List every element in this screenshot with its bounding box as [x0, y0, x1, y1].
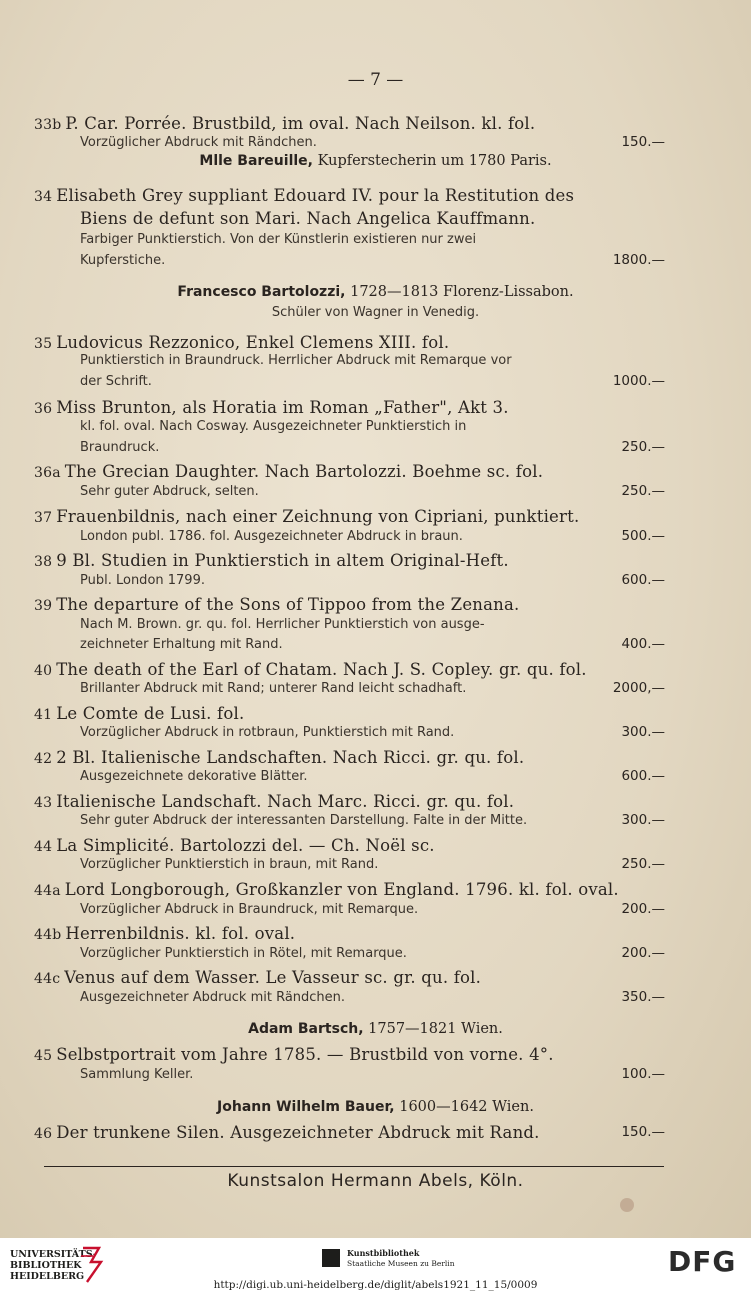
entry-description: Sammlung Keller.: [80, 1067, 194, 1082]
permalink-url[interactable]: http://digi.ub.uni-heidelberg.de/diglit/abels1921_11_15/0009: [213, 1279, 538, 1291]
entry-title: 35 Ludovicus Rezzonico, Enkel Clemens XIII. fol.: [34, 333, 450, 352]
entry-price: 250.—: [621, 483, 665, 499]
entry-description: Vorzüglicher Punktierstich in Rötel, mit Remarque.: [80, 946, 407, 961]
entry-number: 36a: [34, 465, 61, 481]
entry-title: 44a Lord Longborough, Großkanzler von England. 1796. kl. fol. oval.: [34, 880, 619, 899]
entry-description: Nach M. Brown. gr. qu. fol. Herrlicher Punktierstich von ausge-: [80, 617, 485, 632]
entry-title: 36a The Grecian Daughter. Nach Bartolozzi. Boehme sc. fol.: [34, 462, 544, 481]
entry-title: 46 Der trunkene Silen. Ausgezeichneter Abdruck mit Rand.: [34, 1123, 540, 1142]
entry-number: 43: [34, 795, 53, 811]
entry-number: 37: [34, 510, 53, 526]
artist-name: Johann Wilhelm Bauer,: [217, 1099, 395, 1115]
entry-title: 39 The departure of the Sons of Tippoo from the Zenana.: [34, 595, 520, 614]
entry-title: 41 Le Comte de Lusi. fol.: [34, 704, 245, 723]
university-line: HEIDELBERG: [10, 1271, 85, 1282]
artist-name: Adam Bartsch,: [248, 1021, 364, 1037]
entry-description: Ausgezeichneter Abdruck mit Rändchen.: [80, 990, 346, 1005]
entry-price: 350.—: [621, 989, 665, 1005]
entry-price: 150.—: [621, 134, 665, 150]
entry-price: 200.—: [621, 945, 665, 961]
entry-title: 33b P. Car. Porrée. Brustbild, im oval. Nach Neilson. kl. fol.: [34, 114, 536, 133]
entry-description: Vorzüglicher Abdruck in rotbraun, Punktierstich mit Rand.: [80, 725, 455, 740]
kb-subtitle: Staatliche Museen zu Berlin: [347, 1259, 455, 1268]
entry-price: 1000.—: [612, 373, 665, 389]
entry-number: 35: [34, 336, 53, 352]
entry-description: zeichneter Erhaltung mit Rand.: [80, 637, 283, 652]
entry-number: 33b: [34, 117, 62, 133]
kb-title: Kunstbibliothek: [347, 1248, 420, 1258]
entry-title: 44 La Simplicité. Bartolozzi del. — Ch. Noël sc.: [34, 836, 435, 855]
entry-number: 34: [34, 189, 53, 205]
entry-price: 2000,—: [612, 680, 665, 696]
entry-title: 37 Frauenbildnis, nach einer Zeichnung von Cipriani, punktiert.: [34, 507, 580, 526]
entry-price: 400.—: [621, 636, 665, 652]
entry-description: kl. fol. oval. Nach Cosway. Ausgezeichneter Punktierstich in: [80, 419, 467, 434]
entry-price: 250.—: [621, 856, 665, 872]
kunstbibliothek-label: [347, 1248, 455, 1269]
entry-number: 44b: [34, 927, 62, 943]
artist-heading: [0, 1021, 751, 1037]
entry-number: 38: [34, 554, 53, 570]
page-number: — 7 —: [347, 70, 404, 90]
artist-dates: Kupferstecherin um 1780 Paris.: [317, 153, 552, 169]
university-line: BIBLIOTHEK: [10, 1260, 82, 1271]
entry-number: 39: [34, 598, 53, 614]
entry-title: 42 2 Bl. Italienische Landschaften. Nach Ricci. gr. qu. fol.: [34, 748, 525, 767]
entry-description: Vorzüglicher Abdruck mit Rändchen.: [80, 135, 317, 150]
artist-dates: 1600—1642 Wien.: [399, 1099, 534, 1115]
entry-description: Sehr guter Abdruck der interessanten Darstellung. Falte in der Mitte.: [80, 813, 528, 828]
university-logo-icon: [79, 1244, 105, 1284]
entry-number: 40: [34, 663, 53, 679]
footer-rule: [44, 1166, 664, 1167]
entry-title: 43 Italienische Landschaft. Nach Marc. Ricci. gr. qu. fol.: [34, 792, 515, 811]
entry-title: 34 Elisabeth Grey suppliant Edouard IV. pour la Restitution des: [34, 186, 575, 205]
entry-title: 45 Selbstportrait vom Jahre 1785. — Brustbild von vorne. 4°.: [34, 1045, 554, 1064]
entry-price: 300.—: [621, 812, 665, 828]
entry-price: 600.—: [621, 572, 665, 588]
entry-title-continued: Biens de defunt son Mari. Nach Angelica Kauffmann.: [80, 209, 536, 228]
entry-number: 46: [34, 1126, 53, 1142]
artist-dates: 1728—1813 Florenz-Lissabon.: [350, 284, 574, 300]
artist-dates: 1757—1821 Wien.: [368, 1021, 503, 1037]
entry-description: Braundruck.: [80, 440, 160, 455]
entry-description: London publ. 1786. fol. Ausgezeichneter Abdruck in braun.: [80, 529, 463, 544]
artist-name: Francesco Bartolozzi,: [177, 284, 346, 300]
entry-description: Vorzüglicher Abdruck in Braundruck, mit Remarque.: [80, 902, 419, 917]
entry-number: 44c: [34, 971, 61, 987]
entry-price: 150.—: [621, 1124, 665, 1140]
entry-description: Punktierstich in Braundruck. Herrlicher Abdruck mit Remarque vor: [80, 353, 512, 368]
entry-price: 500.—: [621, 528, 665, 544]
entry-description: Vorzüglicher Punktierstich in braun, mit Rand.: [80, 857, 379, 872]
publisher-footer: Kunstsalon Hermann Abels, Köln.: [227, 1171, 524, 1191]
entry-description: Farbiger Punktierstich. Von der Künstlerin existieren nur zwei: [80, 232, 477, 247]
entry-number: 36: [34, 401, 53, 417]
entry-price: 200.—: [621, 901, 665, 917]
entry-title: 44b Herrenbildnis. kl. fol. oval.: [34, 924, 296, 943]
entry-price: 100.—: [621, 1066, 665, 1082]
entry-title: 38 9 Bl. Studien in Punktierstich in altem Original-Heft.: [34, 551, 509, 570]
entry-number: 44a: [34, 883, 61, 899]
entry-price: 600.—: [621, 768, 665, 784]
dfg-logo: DFG: [668, 1245, 737, 1278]
entry-number: 45: [34, 1048, 53, 1064]
artist-heading: [0, 284, 751, 300]
entry-price: 250.—: [621, 439, 665, 455]
kunstbibliothek-logo-icon: [322, 1249, 340, 1267]
entry-description: Publ. London 1799.: [80, 573, 205, 588]
entry-description: Brillanter Abdruck mit Rand; unterer Rand leicht schadhaft.: [80, 681, 467, 696]
artist-note: Schüler von Wagner in Venedig.: [271, 305, 480, 320]
entry-number: 44: [34, 839, 53, 855]
entry-description: Ausgezeichnete dekorative Blätter.: [80, 769, 308, 784]
entry-title: 44c Venus auf dem Wasser. Le Vasseur sc. gr. qu. fol.: [34, 968, 482, 987]
entry-number: 41: [34, 707, 53, 723]
entry-title: 36 Miss Brunton, als Horatia im Roman „Father", Akt 3.: [34, 398, 509, 417]
university-line: UNIVERSITÄTS-: [10, 1249, 97, 1260]
entry-description: der Schrift.: [80, 374, 152, 389]
entry-description: Kupferstiche.: [80, 253, 166, 268]
entry-price: 1800.—: [612, 252, 665, 268]
artist-name: Mlle Bareuille,: [199, 153, 313, 169]
entry-number: 42: [34, 751, 53, 767]
artist-heading: [0, 1099, 751, 1115]
entry-description: Sehr guter Abdruck, selten.: [80, 484, 259, 499]
entry-price: 300.—: [621, 724, 665, 740]
entry-title: 40 The death of the Earl of Chatam. Nach J. S. Copley. gr. qu. fol.: [34, 660, 587, 679]
paper-stain: [620, 1198, 634, 1212]
artist-heading: [0, 153, 751, 169]
